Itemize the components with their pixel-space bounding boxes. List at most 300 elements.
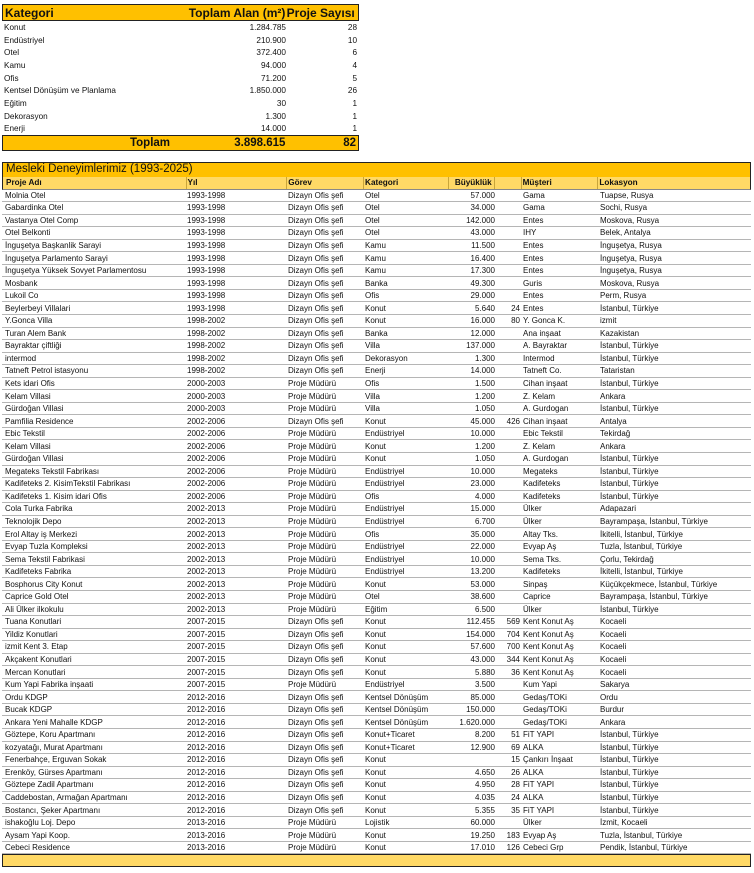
role-cell: Dizayn Ofis şefi	[288, 655, 344, 664]
project-name-cell: Teknolojik Depo	[5, 516, 62, 526]
location-cell: İstanbul, Türkiye	[600, 755, 659, 765]
header-units	[495, 177, 522, 189]
project-name-cell: Caddebostan, Armağan Apartmanı	[5, 793, 128, 803]
size-cell: 12.000	[470, 328, 495, 338]
project-name-cell: Kadifeteks 2. KisimTekstil Fabrikası	[5, 479, 131, 489]
project-name-cell: ishakoğlu Loj. Depo	[5, 818, 76, 828]
experience-row	[2, 491, 751, 504]
category-cell: Kentsel Dönüşüm	[365, 717, 429, 727]
role-cell: Proje Müdürü	[288, 529, 337, 539]
year-cell: 2013-2016	[187, 843, 226, 853]
experience-row	[2, 604, 751, 617]
units-cell: 426	[506, 416, 520, 426]
role-cell: Dizayn Ofis şefi	[288, 793, 344, 803]
project-name-cell: Bayraktar çiftliği	[5, 341, 62, 351]
summary-area-cell: 71.200	[260, 73, 286, 83]
summary-category-cell: Otel	[4, 48, 20, 58]
size-cell: 137.000	[466, 341, 495, 351]
year-cell: 1993-1998	[187, 215, 226, 225]
size-cell: 13.200	[470, 567, 495, 577]
year-cell: 2000-2003	[187, 391, 226, 401]
year-cell: 2002-2013	[187, 592, 226, 602]
client-cell: Z. Kelam	[523, 441, 556, 451]
category-cell: Konut	[365, 767, 386, 777]
category-cell: Kamu	[365, 266, 386, 276]
category-cell: Endüstriyel	[365, 680, 405, 690]
client-cell: A. Gurdogan	[523, 404, 569, 414]
year-cell: 2012-2016	[187, 805, 226, 815]
size-cell: 35.000	[470, 529, 495, 539]
size-cell: 6.700	[474, 516, 495, 526]
size-cell: 142.000	[466, 215, 495, 225]
role-cell: Dizayn Ofis şefi	[288, 730, 344, 740]
category-cell: Konut	[365, 667, 386, 677]
role-cell: Dizayn Ofis şefi	[288, 253, 344, 263]
size-cell: 29.000	[470, 291, 495, 301]
location-cell: Kocaeli	[600, 642, 627, 652]
summary-row	[2, 84, 359, 97]
project-name-cell: Bosphorus City Konut	[5, 579, 83, 589]
size-cell: 4.000	[474, 491, 495, 501]
experience-row	[2, 378, 751, 391]
client-cell: ALKA	[523, 767, 544, 777]
role-cell: Dizayn Ofis şefi	[288, 228, 344, 238]
role-cell: Proje Müdürü	[288, 818, 337, 828]
experience-row	[2, 829, 751, 842]
role-cell: Dizayn Ofis şefi	[288, 190, 344, 200]
header-category: Kategori	[364, 177, 449, 189]
size-cell: 6.500	[474, 604, 495, 614]
client-cell: Kadifeteks	[523, 479, 561, 489]
role-cell: Proje Müdürü	[288, 441, 337, 451]
location-cell: Ankara	[600, 441, 626, 451]
summary-row	[2, 123, 359, 136]
summary-area-cell: 14.000	[260, 124, 286, 134]
category-cell: Endüstriyel	[365, 567, 405, 577]
project-name-cell: Kelam Villasi	[5, 441, 51, 451]
category-cell: Enerji	[365, 366, 386, 376]
category-cell: Konut+Ticaret	[365, 730, 415, 740]
size-cell: 19.250	[470, 830, 495, 840]
units-cell: 126	[506, 843, 520, 853]
client-cell: Y. Gonca K.	[523, 316, 566, 326]
category-cell: Endüstriyel	[365, 516, 405, 526]
location-cell: Bayrampaşa, İstanbul, Türkiye	[600, 516, 708, 526]
year-cell: 2002-2006	[187, 479, 226, 489]
category-summary-table	[2, 4, 359, 151]
role-cell: Dizayn Ofis şefi	[288, 291, 344, 301]
location-cell: İstanbul, Türkiye	[600, 454, 659, 464]
category-cell: Otel	[365, 592, 380, 602]
client-cell: Evyap Aş	[523, 830, 557, 840]
location-cell: Moskova, Rusya	[600, 278, 660, 288]
location-cell: İstanbul, Türkiye	[600, 491, 659, 501]
category-cell: Konut+Ticaret	[365, 742, 415, 752]
location-cell: İnguşetya, Rusya	[600, 266, 662, 276]
summary-area-cell: 94.000	[260, 60, 286, 70]
size-cell: 10.000	[470, 554, 495, 564]
year-cell: 1993-1998	[187, 190, 226, 200]
client-cell: Entes	[523, 253, 544, 263]
client-cell: Entes	[523, 215, 544, 225]
experience-row	[2, 265, 751, 278]
units-cell: 704	[506, 629, 520, 639]
category-cell: Konut	[365, 579, 386, 589]
category-cell: Otel	[365, 215, 380, 225]
client-cell: Entes	[523, 266, 544, 276]
location-cell: Kocaeli	[600, 629, 627, 639]
role-cell: Dizayn Ofis şefi	[288, 667, 344, 677]
size-cell: 1.300	[474, 353, 495, 363]
year-cell: 2002-2013	[187, 529, 226, 539]
category-cell: Kamu	[365, 240, 386, 250]
year-cell: 2007-2015	[187, 629, 226, 639]
summary-category-cell: Kentsel Dönüşüm ve Planlama	[4, 86, 116, 96]
summary-row	[2, 34, 359, 47]
project-name-cell: Ankara Yeni Mahalle KDGP	[5, 717, 103, 727]
project-name-cell: Kadifeteks Fabrika	[5, 567, 72, 577]
project-name-cell: Erol Altay iş Merkezi	[5, 529, 78, 539]
client-cell: Gedaş/TOKi	[523, 705, 567, 715]
summary-header-count: Proje Sayısı	[286, 5, 355, 20]
project-name-cell: Tatneft Petrol istasyonu	[5, 366, 89, 376]
category-cell: Ofis	[365, 491, 380, 501]
client-cell: Gama	[523, 190, 545, 200]
experience-row	[2, 804, 751, 817]
year-cell: 2013-2016	[187, 818, 226, 828]
year-cell: 2002-2006	[187, 441, 226, 451]
category-cell: Eğitim	[365, 604, 388, 614]
role-cell: Dizayn Ofis şefi	[288, 642, 344, 652]
summary-count-cell: 1	[352, 98, 357, 108]
category-cell: Konut	[365, 655, 386, 664]
location-cell: İstanbul, Türkiye	[600, 780, 659, 790]
size-cell: 10.000	[470, 466, 495, 476]
client-cell: ALKA	[523, 742, 544, 752]
client-cell: Kent Konut Aş	[523, 642, 574, 652]
year-cell: 2013-2016	[187, 830, 226, 840]
role-cell: Dizayn Ofis şefi	[288, 755, 344, 765]
summary-count-cell: 5	[352, 73, 357, 83]
experience-row	[2, 566, 751, 579]
units-cell: 24	[511, 793, 520, 803]
project-name-cell: Ali Ülker ilkokulu	[5, 604, 64, 614]
client-cell: Kadifeteks	[523, 491, 561, 501]
experience-row	[2, 252, 751, 265]
project-name-cell: Caprice Gold Otel	[5, 592, 69, 602]
location-cell: İstanbul, Türkiye	[600, 767, 659, 777]
project-name-cell: kozyatağı, Murat Apartmanı	[5, 742, 103, 752]
year-cell: 2002-2013	[187, 504, 226, 514]
experience-row	[2, 390, 751, 403]
summary-row	[2, 110, 359, 123]
experience-row	[2, 215, 751, 228]
role-cell: Dizayn Ofis şefi	[288, 341, 344, 351]
role-cell: Proje Müdürü	[288, 843, 337, 853]
role-cell: Dizayn Ofis şefi	[288, 617, 344, 627]
client-cell: Entes	[523, 291, 544, 301]
project-name-cell: Cebeci Residence	[5, 843, 70, 853]
experience-row	[2, 277, 751, 290]
experience-row	[2, 666, 751, 679]
year-cell: 2012-2016	[187, 767, 226, 777]
summary-area-cell: 372.400	[256, 48, 286, 58]
units-cell: 15	[511, 755, 520, 765]
units-cell: 344	[506, 655, 520, 664]
role-cell: Dizayn Ofis şefi	[288, 203, 344, 213]
location-cell: Moskova, Rusya	[600, 215, 660, 225]
role-cell: Proje Müdürü	[288, 479, 337, 489]
size-cell: 14.000	[470, 366, 495, 376]
project-name-cell: İnguşetya Yüksek Sovyet Parlamentosu	[5, 266, 147, 276]
summary-row	[2, 97, 359, 110]
role-cell: Proje Müdürü	[288, 579, 337, 589]
category-cell: Endüstriyel	[365, 504, 405, 514]
experience-row	[2, 704, 751, 717]
year-cell: 1993-1998	[187, 253, 226, 263]
summary-area-cell: 1.300	[265, 111, 286, 121]
summary-count-cell: 1	[352, 111, 357, 121]
year-cell: 2002-2013	[187, 579, 226, 589]
role-cell: Dizayn Ofis şefi	[288, 266, 344, 276]
size-cell: 4.950	[474, 780, 495, 790]
client-cell: Kent Konut Aş	[523, 655, 574, 664]
summary-row	[2, 46, 359, 59]
summary-area-cell: 1.850.000	[249, 86, 286, 96]
client-cell: Entes	[523, 240, 544, 250]
category-cell: Otel	[365, 228, 380, 238]
client-cell: Ülker	[523, 604, 542, 614]
location-cell: Tataristan	[600, 366, 635, 376]
experience-footer-bar	[2, 854, 751, 867]
project-name-cell: Evyap Tuzla Kompleksi	[5, 542, 88, 552]
units-cell: 24	[511, 303, 520, 313]
client-cell: Kent Konut Aş	[523, 667, 574, 677]
year-cell: 2007-2015	[187, 667, 226, 677]
project-name-cell: Akçakent Konutlari	[5, 655, 72, 664]
size-cell: 57.600	[470, 642, 495, 652]
role-cell: Proje Müdürü	[288, 542, 337, 552]
year-cell: 1993-1998	[187, 278, 226, 288]
project-name-cell: Lukoil Co	[5, 291, 39, 301]
category-cell: Konut	[365, 303, 386, 313]
experience-row	[2, 553, 751, 566]
role-cell: Proje Müdürü	[288, 554, 337, 564]
size-cell: 11.500	[471, 240, 495, 250]
experience-row	[2, 591, 751, 604]
client-cell: Gedaş/TOKi	[523, 717, 567, 727]
size-cell: 53.000	[470, 579, 495, 589]
size-cell: 23.000	[470, 479, 495, 489]
project-name-cell: Mercan Konutlari	[5, 667, 66, 677]
units-cell: 80	[511, 316, 520, 326]
project-name-cell: Gürdoğan Villasi	[5, 454, 64, 464]
size-cell: 1.050	[474, 404, 495, 414]
project-name-cell: Aysam Yapi Koop.	[5, 830, 70, 840]
experience-row	[2, 742, 751, 755]
experience-row	[2, 315, 751, 328]
experience-row	[2, 754, 751, 767]
size-cell: 5.880	[474, 667, 495, 677]
location-cell: Tuzla, İstanbul, Türkiye	[600, 830, 683, 840]
project-name-cell: Kadifeteks 1. Kisim idari Ofis	[5, 491, 107, 501]
location-cell: İnguşetya, Rusya	[600, 240, 662, 250]
units-cell: 700	[506, 642, 520, 652]
experience-table	[2, 162, 751, 867]
role-cell: Proje Müdürü	[288, 567, 337, 577]
location-cell: İstanbul, Türkiye	[600, 730, 659, 740]
client-cell: Cebeci Grp	[523, 843, 564, 853]
year-cell: 2002-2013	[187, 554, 226, 564]
category-cell: Endüstriyel	[365, 554, 405, 564]
client-cell: FiT YAPI	[523, 780, 555, 790]
category-cell: Banka	[365, 278, 388, 288]
header-project-name: Proje Adı	[3, 177, 187, 189]
summary-count-cell: 28	[347, 22, 357, 32]
summary-header-category: Kategori	[5, 5, 54, 20]
experience-row	[2, 440, 751, 453]
summary-header-area: Toplam Alan (m²)	[188, 5, 286, 20]
year-cell: 2012-2016	[187, 755, 226, 765]
experience-row	[2, 428, 751, 441]
client-cell: Entes	[523, 303, 544, 313]
category-cell: Konut	[365, 755, 386, 765]
units-cell: 569	[506, 617, 520, 627]
project-name-cell: İnguşetya Parlamento Sarayi	[5, 253, 108, 263]
project-name-cell: Kets idari Ofis	[5, 378, 55, 388]
size-cell: 16.000	[470, 316, 495, 326]
category-cell: Konut	[365, 316, 386, 326]
category-cell: Konut	[365, 617, 386, 627]
client-cell: Cihan inşaat	[523, 416, 568, 426]
experience-row	[2, 365, 751, 378]
experience-row	[2, 240, 751, 253]
size-cell: 49.300	[470, 278, 495, 288]
summary-body	[2, 21, 359, 135]
location-cell: Tekirdağ	[600, 429, 631, 439]
project-name-cell: Megateks Tekstil Fabrikası	[5, 466, 100, 476]
client-cell: Kadifeteks	[523, 567, 561, 577]
year-cell: 2012-2016	[187, 717, 226, 727]
year-cell: 1993-1998	[187, 240, 226, 250]
size-cell: 22.000	[470, 542, 495, 552]
year-cell: 2000-2003	[187, 378, 226, 388]
category-cell: Konut	[365, 441, 386, 451]
project-name-cell: Turan Alem Bank	[5, 328, 67, 338]
year-cell: 1993-1998	[187, 228, 226, 238]
experience-row	[2, 516, 751, 529]
project-name-cell: Kelam Villasi	[5, 391, 51, 401]
role-cell: Proje Müdürü	[288, 516, 337, 526]
location-cell: Burdur	[600, 705, 625, 715]
project-name-cell: Göztepe Zadil Apartmanı	[5, 780, 94, 790]
role-cell: Dizayn Ofis şefi	[288, 692, 344, 702]
location-cell: Kocaeli	[600, 617, 627, 627]
project-name-cell: Ordu KDGP	[5, 692, 48, 702]
client-cell: Intermod	[523, 353, 555, 363]
location-cell: İstanbul, Türkiye	[600, 341, 659, 351]
location-cell: İstanbul, Türkiye	[600, 303, 659, 313]
category-cell: Kentsel Dönüşüm	[365, 705, 429, 715]
client-cell: Ülker	[523, 818, 542, 828]
project-name-cell: Vastanya Otel Comp	[5, 215, 79, 225]
experience-row	[2, 629, 751, 642]
year-cell: 2002-2006	[187, 429, 226, 439]
size-cell: 8.200	[474, 730, 495, 740]
category-cell: Konut	[365, 793, 386, 803]
role-cell: Dizayn Ofis şefi	[288, 316, 344, 326]
size-cell: 38.600	[470, 592, 495, 602]
experience-row	[2, 478, 751, 491]
year-cell: 2012-2016	[187, 793, 226, 803]
location-cell: İnguşetya, Rusya	[600, 253, 662, 263]
role-cell: Dizayn Ofis şefi	[288, 780, 344, 790]
client-cell: IHY	[523, 228, 537, 238]
role-cell: Proje Müdürü	[288, 604, 337, 614]
project-name-cell: Göztepe, Koru Apartmanı	[5, 730, 96, 740]
role-cell: Dizayn Ofis şefi	[288, 767, 344, 777]
experience-row	[2, 779, 751, 792]
size-cell: 12.900	[470, 742, 495, 752]
role-cell: Proje Müdürü	[288, 830, 337, 840]
summary-total-row	[2, 135, 359, 151]
experience-row	[2, 453, 751, 466]
experience-title: Mesleki Deneyimlerimiz (1993-2025)	[2, 162, 751, 177]
role-cell: Dizayn Ofis şefi	[288, 416, 344, 426]
category-cell: Konut	[365, 629, 386, 639]
project-name-cell: Bostancı, Şeker Apartmanı	[5, 805, 101, 815]
experience-row	[2, 528, 751, 541]
location-cell: Çorlu, Tekirdağ	[600, 554, 654, 564]
category-cell: Konut	[365, 454, 386, 464]
client-cell: Çankırı İnşaat	[523, 755, 573, 765]
summary-area-cell: 1.284.785	[249, 22, 286, 32]
client-cell: Ebic Tekstil	[523, 429, 563, 439]
summary-count-cell: 26	[347, 86, 357, 96]
experience-row	[2, 503, 751, 516]
year-cell: 2002-2006	[187, 466, 226, 476]
experience-row	[2, 290, 751, 303]
experience-row	[2, 654, 751, 667]
experience-row	[2, 340, 751, 353]
role-cell: Dizayn Ofis şefi	[288, 805, 344, 815]
summary-category-cell: Konut	[4, 22, 26, 32]
summary-row	[2, 59, 359, 72]
year-cell: 2000-2003	[187, 404, 226, 414]
experience-row	[2, 202, 751, 215]
project-name-cell: Bucak KDGP	[5, 705, 53, 715]
role-cell: Dizayn Ofis şefi	[288, 366, 344, 376]
location-cell: Tuzla, İstanbul, Türkiye	[600, 542, 683, 552]
location-cell: Bayrampaşa, İstanbul, Türkiye	[600, 592, 708, 602]
project-name-cell: Y.Gonca Villa	[5, 316, 53, 326]
units-cell: 69	[511, 742, 520, 752]
summary-category-cell: Endüstriyel	[4, 35, 45, 45]
units-cell: 51	[511, 730, 520, 740]
year-cell: 2002-2013	[187, 542, 226, 552]
client-cell: Caprice	[523, 592, 551, 602]
summary-row	[2, 21, 359, 34]
year-cell: 2002-2013	[187, 516, 226, 526]
location-cell: Kocaeli	[600, 655, 627, 664]
year-cell: 2002-2006	[187, 491, 226, 501]
location-cell: Kazakistan	[600, 328, 640, 338]
project-name-cell: Gürdoğan Villasi	[5, 404, 64, 414]
location-cell: Perm, Rusya	[600, 291, 647, 301]
location-cell: İzmit, Kocaeli	[600, 818, 648, 828]
client-cell: Gama	[523, 203, 545, 213]
project-name-cell: Yildiz Konutlari	[5, 629, 58, 639]
